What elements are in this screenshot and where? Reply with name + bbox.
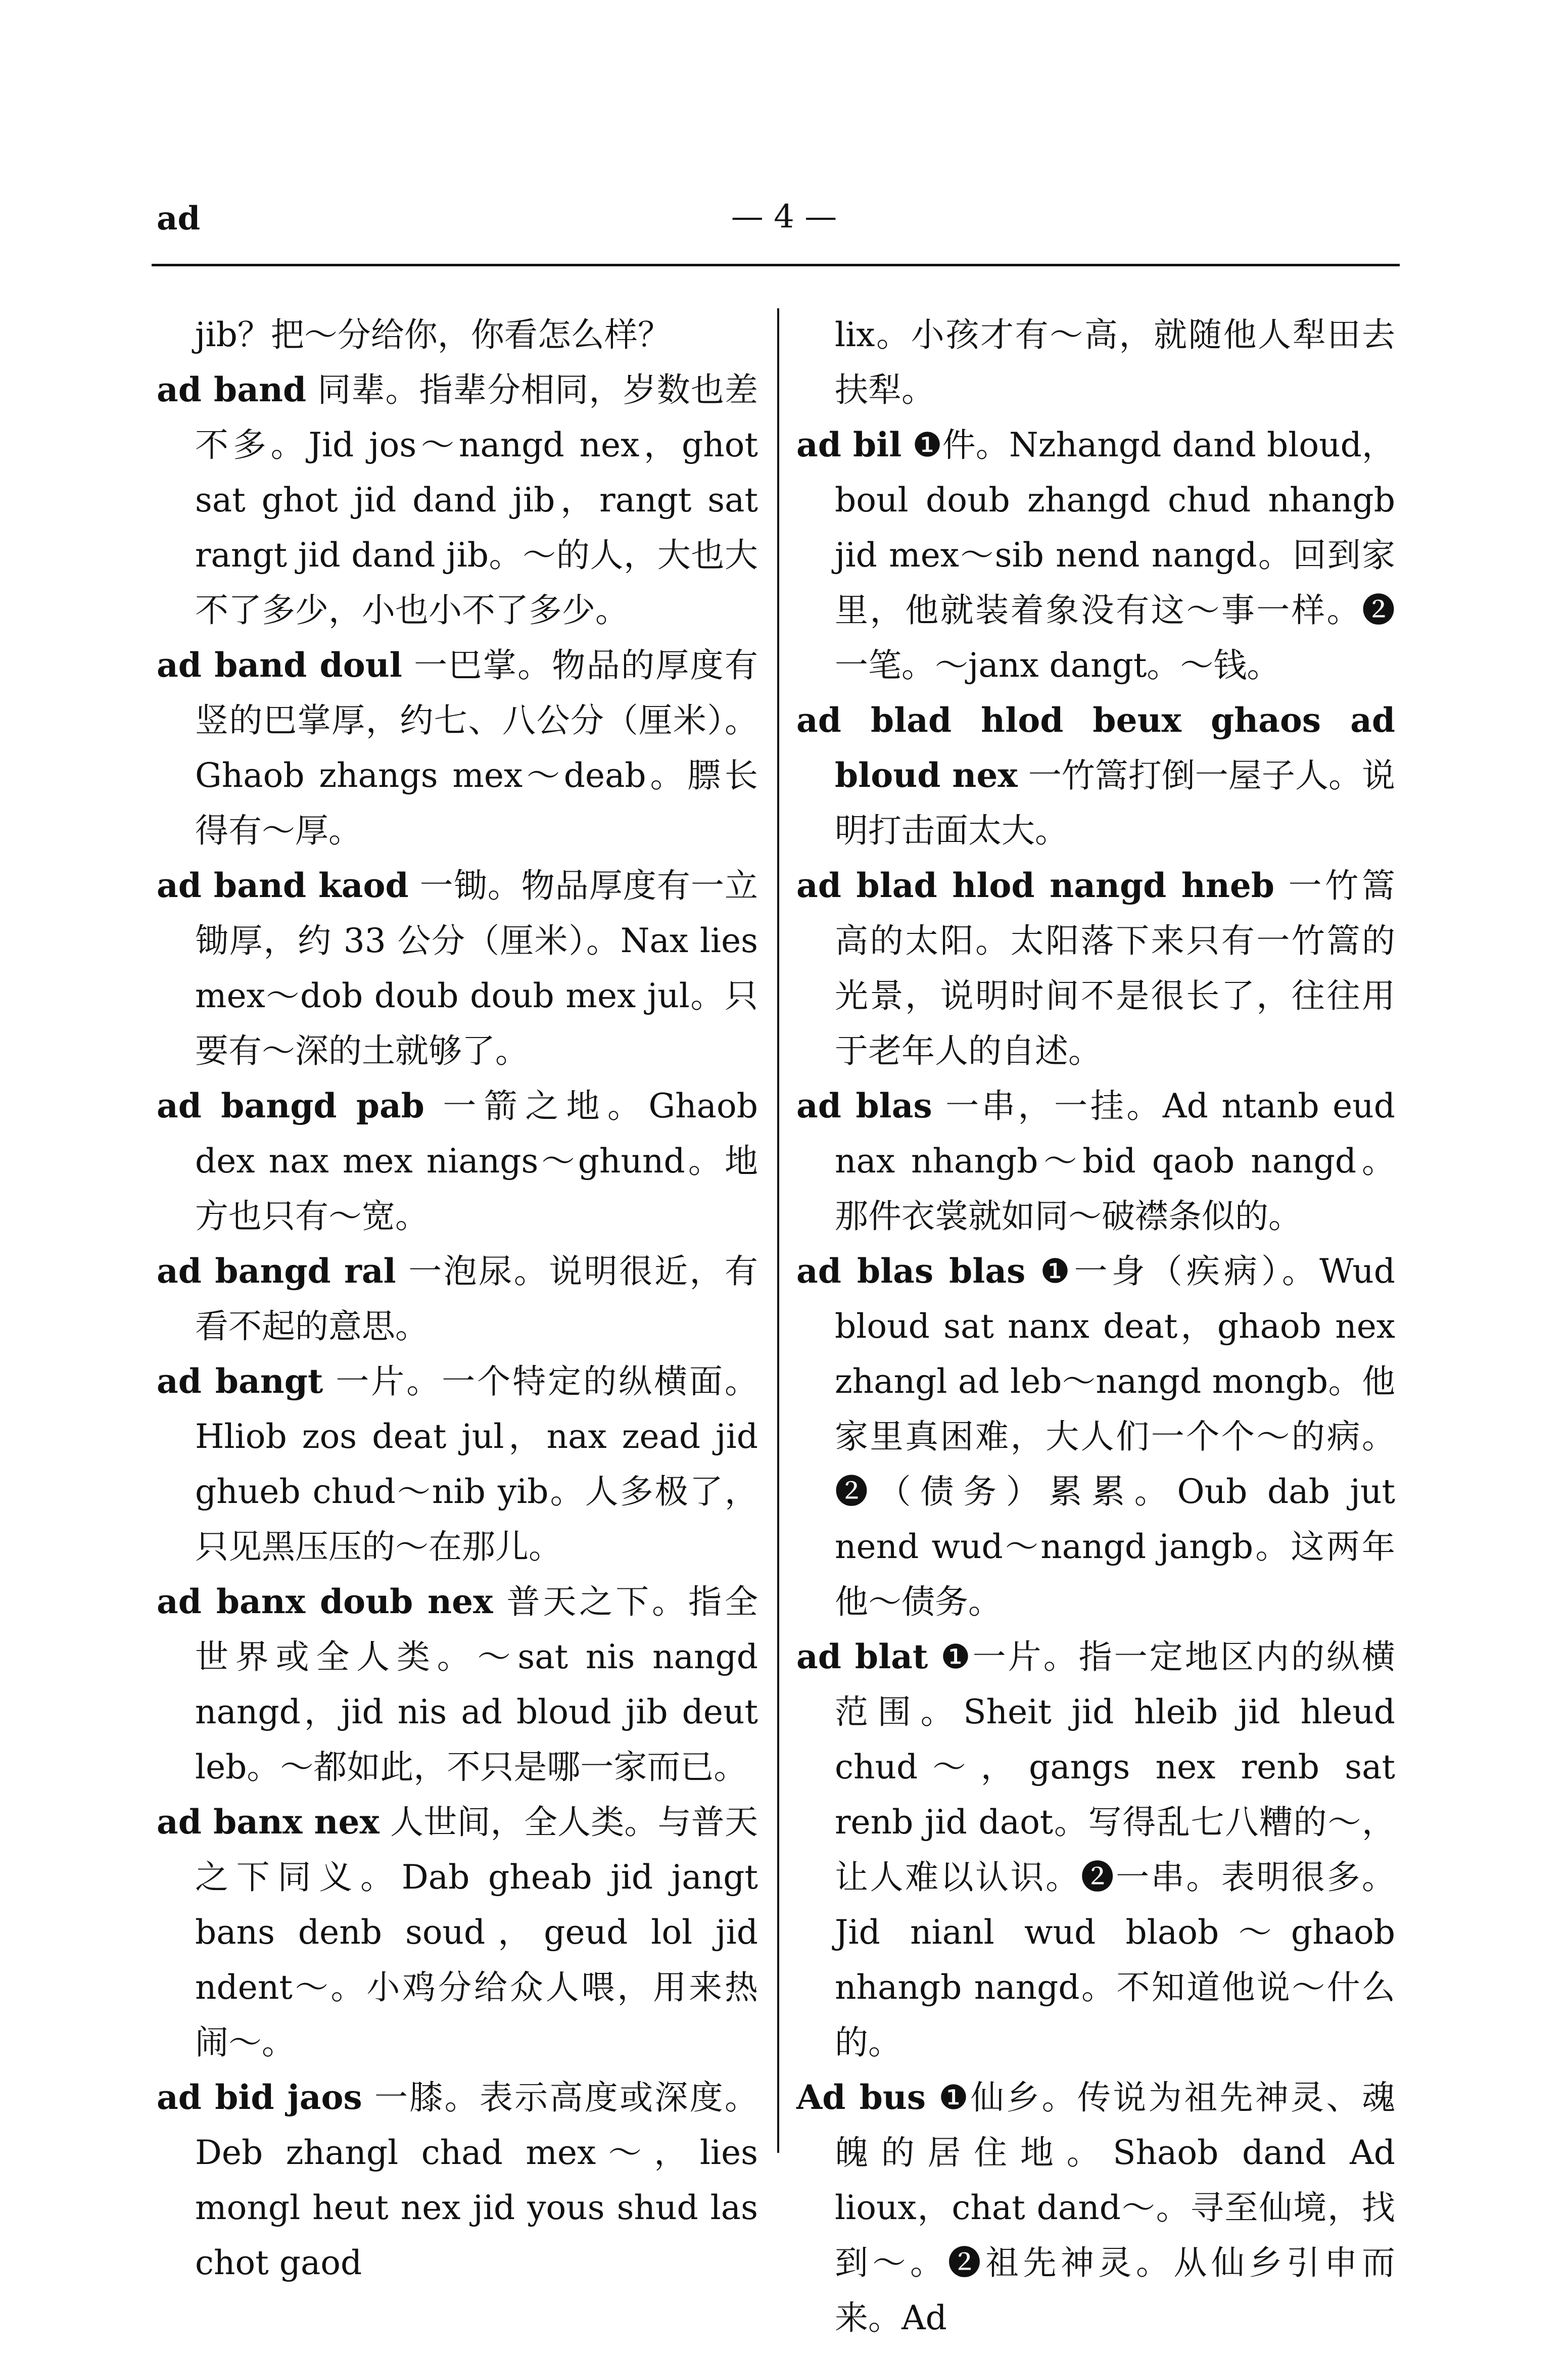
entry-definition: 一片。一个特定的纵横面。Hliob zos deat jul，nax zead jid ghueb chud～nib yib。人多极了，只见黑压压的～在那儿。 (195, 1362, 758, 1566)
dictionary-entry (796, 1244, 1395, 1629)
entry-definition: lix。小孩才有～高，就随他人犁田去扶犁。 (835, 315, 1395, 409)
column-divider (777, 308, 779, 2153)
entry-definition: 一泡尿。说明很近，有看不起的意思。 (195, 1252, 758, 1346)
entry-headword: ad bangd pab (157, 1086, 424, 1125)
entry-definition: 一串，一挂。Ad ntanb eud nax nhangb～bid qaob nangd。那件衣裳就如同～破襟条似的。 (835, 1087, 1395, 1236)
entry-definition: jib？把～分给你，你看怎么样？ (195, 315, 671, 354)
entry-definition: ❶件。Nzhangd dand bloud，boul doub zhangd chud nhangb jid mex～sib nend nangd。回到家里，他就装着象没有这～事一样。❷一笔。～janx dangt。～钱。 (835, 426, 1395, 685)
dictionary-entry (796, 693, 1395, 858)
entry-definition: ❶一身（疾病）。Wud bloud sat nanx deat，ghaob nex zhangl ad leb～nangd mongb。他家里真困难，大人们一个个～的病。❷（债务）累累。Oub dab jut nend wud～nangd jangb。这两年他～债务。 (835, 1252, 1396, 1621)
right-column (796, 307, 1395, 2345)
dictionary-entry (796, 417, 1395, 693)
entry-headword: ad blad hlod beux ghaos ad bloud nex (796, 700, 1395, 795)
entry-definition: 一竹篙打倒一屋子人。说明打击面太大。 (835, 756, 1396, 850)
dictionary-entry (796, 858, 1395, 1078)
dictionary-entry (157, 307, 758, 362)
entry-definition: ❶一片。指一定地区内的纵横范围。Sheit jid hleib jid hleud chud～，gangs nex renb sat renb jid daot。写得乱七八糟的～，让人难以认识。❷一串。表明很多。Jid nianl wud blaob～ghaob nhangb nangd。不知道他说～什么的。 (835, 1637, 1395, 2062)
running-head: ad (157, 200, 201, 238)
entry-definition: 一锄。物品厚度有一立锄厚，约 33 公分（厘米）。Nax lies mex～dob doub doub mex jul。只要有～深的土就够了。 (195, 866, 758, 1070)
entry-definition: 人世间，全人类。与普天之下同义。Dab gheab jid jangt bans denb soud，geud lol jid ndent～。小鸡分给众人喂，用来热闹～。 (195, 1803, 758, 2062)
entry-headword: ad band (157, 370, 307, 409)
entry-headword: ad band kaod (157, 866, 409, 905)
entry-headword: ad blad hlod nangd hneb (796, 866, 1275, 905)
dictionary-entry (157, 1354, 758, 1574)
entry-headword: ad blas (796, 1086, 932, 1125)
dictionary-entry (157, 1795, 758, 2070)
dictionary-entry (796, 1629, 1395, 2070)
entry-headword: ad bangt (157, 1361, 323, 1401)
entry-headword: ad bangd ral (157, 1251, 396, 1291)
dictionary-entry (157, 858, 758, 1078)
entry-definition: 普天之下。指全世界或全人类。～sat nis nangd nangd，jid nis ad bloud jib deut leb。～都如此，不只是哪一家而已。 (195, 1582, 758, 1786)
entry-headword: Ad bus (796, 2078, 926, 2117)
entry-headword: ad blas blas (796, 1251, 1026, 1291)
dictionary-entry (157, 1244, 758, 1354)
dictionary-entry (796, 1078, 1395, 1244)
entry-definition: 一巴掌。物品的厚度有竖的巴掌厚，约七、八公分（厘米）。Ghaob zhangs mex～deab。膘长得有～厚。 (195, 646, 758, 850)
entry-definition: ❶仙乡。传说为祖先神灵、魂魄的居住地。Shaob dand Ad lioux，chat dand～。寻至仙境，找到～。❷祖先神灵。从仙乡引申而来。Ad (835, 2078, 1396, 2337)
entry-definition: 同辈。指辈分相同，岁数也差不多。Jid jos～nangd nex，ghot sat ghot jid dand jib，rangt sat rangt jid dand jib。～的人，大也大不了多少，小也小不了多少。 (195, 370, 758, 630)
left-column (157, 307, 758, 2290)
dictionary-entry (157, 638, 758, 858)
header-rule (152, 264, 1400, 266)
entry-headword: ad banx doub nex (157, 1582, 493, 1621)
entry-definition: 一箭之地。Ghaob dex nax mex niangs～ghund。地方也只有～宽。 (195, 1087, 758, 1236)
entry-definition: 一膝。表示高度或深度。Deb zhangl chad mex～，lies mongl heut nex jid yous shud las chot gaod (195, 2078, 758, 2282)
dictionary-entry (796, 307, 1395, 417)
dictionary-entry (157, 2070, 758, 2290)
dictionary-entry (157, 362, 758, 638)
entry-headword: ad blat (796, 1637, 928, 1676)
page-number: — 4 — (731, 198, 837, 236)
entry-headword: ad bil (796, 425, 902, 464)
dictionary-entry (796, 2070, 1395, 2345)
entry-definition: 一竹篙高的太阳。太阳落下来只有一竹篙的光景，说明时间不是很长了，往往用于老年人的自述。 (835, 866, 1396, 1070)
dictionary-entry (157, 1574, 758, 1795)
entry-headword: ad banx nex (157, 1802, 379, 1842)
dictionary-entry (157, 1078, 758, 1244)
entry-headword: ad band doul (157, 645, 402, 685)
entry-headword: ad bid jaos (157, 2078, 362, 2117)
